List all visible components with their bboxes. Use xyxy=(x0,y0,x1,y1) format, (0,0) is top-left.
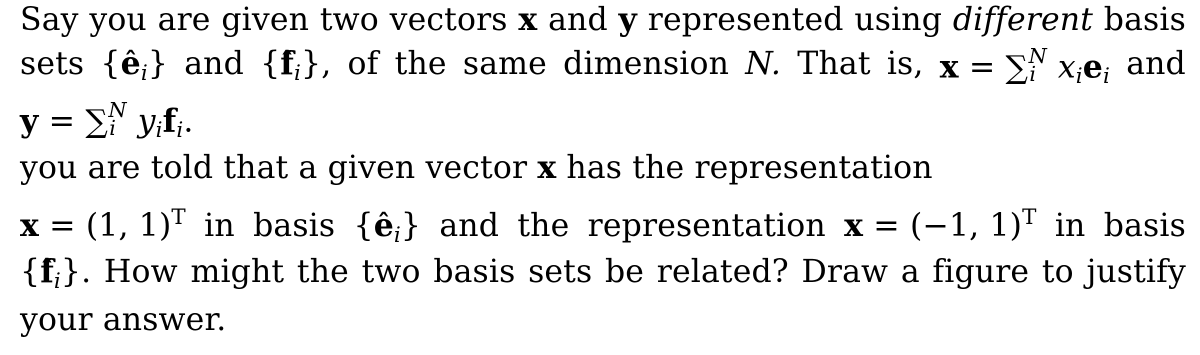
word: and xyxy=(548,2,608,38)
word: given xyxy=(221,2,310,38)
emphasis-different: different xyxy=(952,2,1094,38)
problem-line-6 xyxy=(20,254,1186,294)
equation-x-sum xyxy=(940,46,1110,90)
word: and xyxy=(439,208,500,244)
vector-x: x xyxy=(20,207,39,244)
equation-x-rep2 xyxy=(844,205,1037,248)
word: in xyxy=(204,208,235,244)
subscript-i: i xyxy=(176,118,184,144)
equation-x-rep1 xyxy=(20,205,186,248)
basis-set-e xyxy=(100,46,168,90)
word: two xyxy=(361,254,421,290)
subscript-i: i xyxy=(393,222,401,248)
subscript-i: i xyxy=(155,118,163,144)
word: figure xyxy=(932,254,1030,290)
sum-upper-limit: N xyxy=(1028,44,1047,69)
brace-open: { xyxy=(353,208,374,244)
problem-line-4 xyxy=(20,150,933,186)
word: of xyxy=(347,46,379,82)
word: the xyxy=(394,46,447,82)
sentence-fragment: you are told that a given vector xyxy=(20,150,538,186)
basis-f: f xyxy=(162,102,177,140)
transpose-T: T xyxy=(1022,205,1037,231)
equals-sign: = xyxy=(873,208,900,244)
brace-open: { xyxy=(260,46,281,82)
word: dimension xyxy=(563,46,730,82)
basis-e-hat: e ˆ xyxy=(121,46,141,82)
subscript-i: i xyxy=(294,60,301,86)
word: related? xyxy=(656,254,789,290)
basis-e-hat: e ˆ xyxy=(374,208,394,244)
equals-sign: = xyxy=(49,208,76,244)
vector-y: y xyxy=(20,102,39,140)
word: the xyxy=(296,254,349,290)
word: are xyxy=(157,2,211,38)
word: basis xyxy=(253,208,336,244)
transpose-T: T xyxy=(171,205,186,231)
word: basis xyxy=(1103,208,1186,244)
word: in xyxy=(1054,208,1086,244)
problem-line-1 xyxy=(20,2,1186,38)
equals-sign: = xyxy=(48,103,76,140)
word: be xyxy=(604,254,645,290)
word: How xyxy=(103,254,178,290)
word: sets xyxy=(20,46,85,82)
word: justify xyxy=(1086,254,1186,290)
component-x: x xyxy=(1057,49,1076,86)
problem-line-2 xyxy=(20,46,1186,90)
subscript-i: i xyxy=(140,60,148,86)
brace-open: { xyxy=(20,254,41,290)
period: . xyxy=(183,103,194,140)
problem-text xyxy=(20,0,1190,355)
problem-line-7 xyxy=(20,302,226,338)
word: basis xyxy=(433,254,516,290)
word: to xyxy=(1041,254,1074,290)
sum-limits xyxy=(108,98,128,140)
sum-limits xyxy=(1028,44,1048,86)
word: the xyxy=(517,208,570,244)
sentence-fragment: has the representation xyxy=(556,150,933,186)
vector-y: y xyxy=(618,1,638,38)
word: using xyxy=(854,2,943,38)
brace-close: } xyxy=(147,46,169,82)
word: is, xyxy=(886,46,924,82)
representation-2: (−1, 1) xyxy=(909,208,1023,244)
word: and xyxy=(1126,46,1186,82)
problem-line-5 xyxy=(20,205,1186,248)
vector-x: x xyxy=(939,48,959,86)
vector-x: x xyxy=(518,1,538,38)
subscript-i: i xyxy=(53,268,61,294)
word: Draw xyxy=(801,254,889,290)
brace-open: { xyxy=(100,46,121,82)
sentence-fragment: your answer. xyxy=(20,302,227,338)
brace-close: }, xyxy=(301,46,332,82)
word: you xyxy=(89,2,147,38)
vector-x: x xyxy=(844,207,864,244)
word: might xyxy=(190,254,285,290)
vector-x: x xyxy=(537,149,557,186)
basis-f-hat: f ˆ xyxy=(280,46,294,82)
equals-sign: = xyxy=(968,49,996,86)
word: Say xyxy=(20,2,79,38)
word: That xyxy=(797,46,871,82)
sum-upper-limit: N xyxy=(108,98,127,123)
word: representation xyxy=(587,208,826,244)
word: vectors xyxy=(389,2,508,38)
word: two xyxy=(319,2,379,38)
basis-f-hat: f ˆ xyxy=(40,254,54,290)
brace-close: }. xyxy=(60,254,92,290)
problem-line-3 xyxy=(20,100,194,144)
sum-lower-limit: i xyxy=(1029,61,1037,86)
basis-set-e xyxy=(353,208,421,248)
word: a xyxy=(900,254,920,290)
brace-close: } xyxy=(400,208,422,244)
component-y: y xyxy=(137,103,156,140)
subscript-i: i xyxy=(1103,64,1110,90)
word: and xyxy=(184,46,244,82)
sum-symbol: ∑ xyxy=(1005,49,1029,86)
representation-1: (1, 1) xyxy=(85,208,172,244)
word: basis xyxy=(1103,2,1186,38)
sum-symbol: ∑ xyxy=(85,103,108,140)
word: sets xyxy=(528,254,593,290)
word: same xyxy=(462,46,547,82)
word: represented xyxy=(647,2,844,38)
basis-e: e xyxy=(1082,48,1103,86)
basis-set-f xyxy=(20,254,91,294)
dimension-N: N. xyxy=(745,46,782,82)
basis-set-f xyxy=(260,46,331,90)
subscript-i: i xyxy=(1075,64,1083,90)
sum-lower-limit: i xyxy=(109,115,117,140)
